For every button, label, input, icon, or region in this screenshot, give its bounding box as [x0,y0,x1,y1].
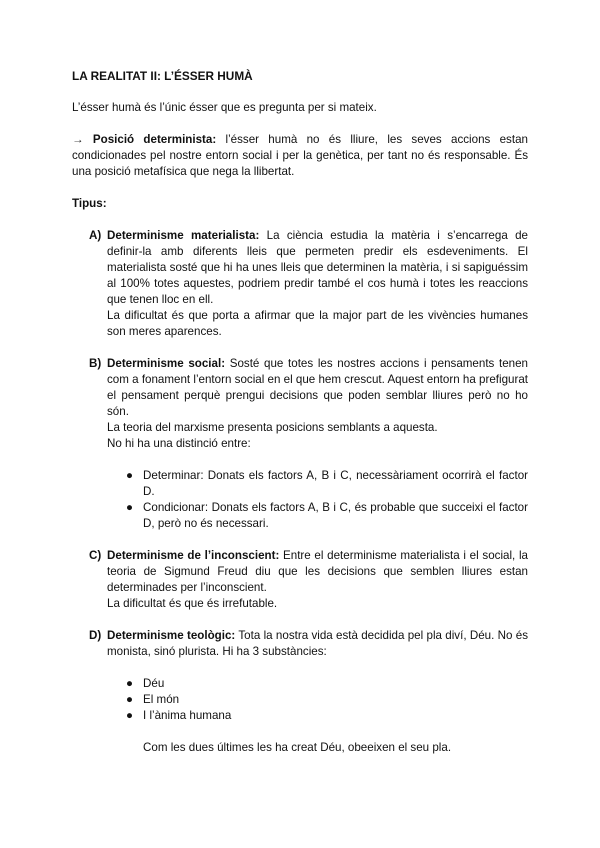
list-item [126,468,528,500]
posicio-determinista-paragraph [72,132,528,180]
section-b-bullet-list [107,468,528,532]
list-item-text: Determinar: Donats els factors A, B i C, necessàriament ocorrirà el factor D. [143,469,528,498]
section-a-paragraph-2: La dificultat és que porta a afirmar que la major part de les vivències humanes son meres aparences. [107,309,528,338]
section-b-letter: B) [89,357,102,370]
section-b-text: Sosté que totes les nostres accions i pensaments tenen com a fonament l’entorn social en el que hem crescut. Aquest entorn ha prefigurat el pensament perquè prengui decisions que poden semblar lliures però no ho són. [107,357,529,418]
posicio-label: Posició determinista: [92,133,217,146]
section-a-text: La ciència estudia la matèria i s’encarrega de definir-la amb diferents lleis que permeten predir els esdeveniments. El materialista sosté que hi ha unes lleis que determinen la matèria, i si sapiguéssim al 100% totes aquestes, podriem predir també el cos humà i totes les reaccions que tenen lloc en ell. [107,229,528,306]
section-c-paragraph-2: La dificultat és que és irrefutable. [107,597,278,610]
intro-paragraph: L’ésser humà és l’únic ésser que es pregunta per si mateix. [72,101,377,114]
section-b-paragraph-3: No hi ha una distinció entre: [107,437,251,450]
section-b-paragraph-1 [107,356,528,420]
section-d-bullet-list [107,676,528,724]
tipus-heading: Tipus: [72,197,107,210]
document-title: LA REALITAT II: L’ÉSSER HUMÀ [72,69,253,83]
list-item-text: Condicionar: Donats els factors A, B i C, és probable que succeixi el factor D, però no és necessari. [143,501,528,530]
section-c-paragraph-1 [107,548,528,596]
list-item-text: El món [143,693,180,706]
section-d-label: Determinisme teològic: [107,629,236,642]
document-page [72,68,528,756]
list-item [126,676,528,692]
section-a [72,228,528,340]
section-b-label: Determinisme social: [107,357,226,370]
list-item [126,500,528,532]
section-d-paragraph-1 [107,628,528,660]
section-c [72,548,528,612]
bullet-icon: ● [126,501,134,514]
section-a-letter: A) [89,229,102,242]
list-item [126,708,528,724]
section-d-closing: Com les dues últimes les ha creat Déu, obeeixen el seu pla. [143,741,452,754]
list-item-text: Déu [143,677,165,690]
list-item-text: I l’ànima humana [143,709,232,722]
section-c-letter: C) [89,549,102,562]
section-d-text: Tota la nostra vida està decidida pel pla diví, Déu. No és monista, sinó plurista. Hi ha 3 substàncies: [107,629,528,658]
section-d [72,628,528,756]
section-d-letter: D) [89,629,102,642]
section-c-label: Determinisme de l’inconscient: [107,549,280,562]
bullet-icon: ● [126,677,134,690]
list-item [126,692,528,708]
bullet-icon: ● [126,469,134,482]
section-a-label: Determinisme materialista: [107,229,260,242]
section-a-paragraph-1 [107,228,528,308]
section-b-paragraph-2: La teoria del marxisme presenta posicions semblants a aquesta. [107,421,438,434]
posicio-text: l’ésser humà no és lliure, les seves accions estan condicionades pel nostre entorn social i per la genètica, per tant no és responsable. És una posició metafísica que nega la llibertat. [72,133,528,178]
bullet-icon: ● [126,709,134,722]
arrow-glyph: → [72,133,84,146]
section-b [72,356,528,532]
bullet-icon: ● [126,693,134,706]
section-c-text: Entre el determinisme materialista i el social, la teoria de Sigmund Freud diu que les decisions que semblen lliures estan determinades per l’inconscient. [107,549,528,594]
